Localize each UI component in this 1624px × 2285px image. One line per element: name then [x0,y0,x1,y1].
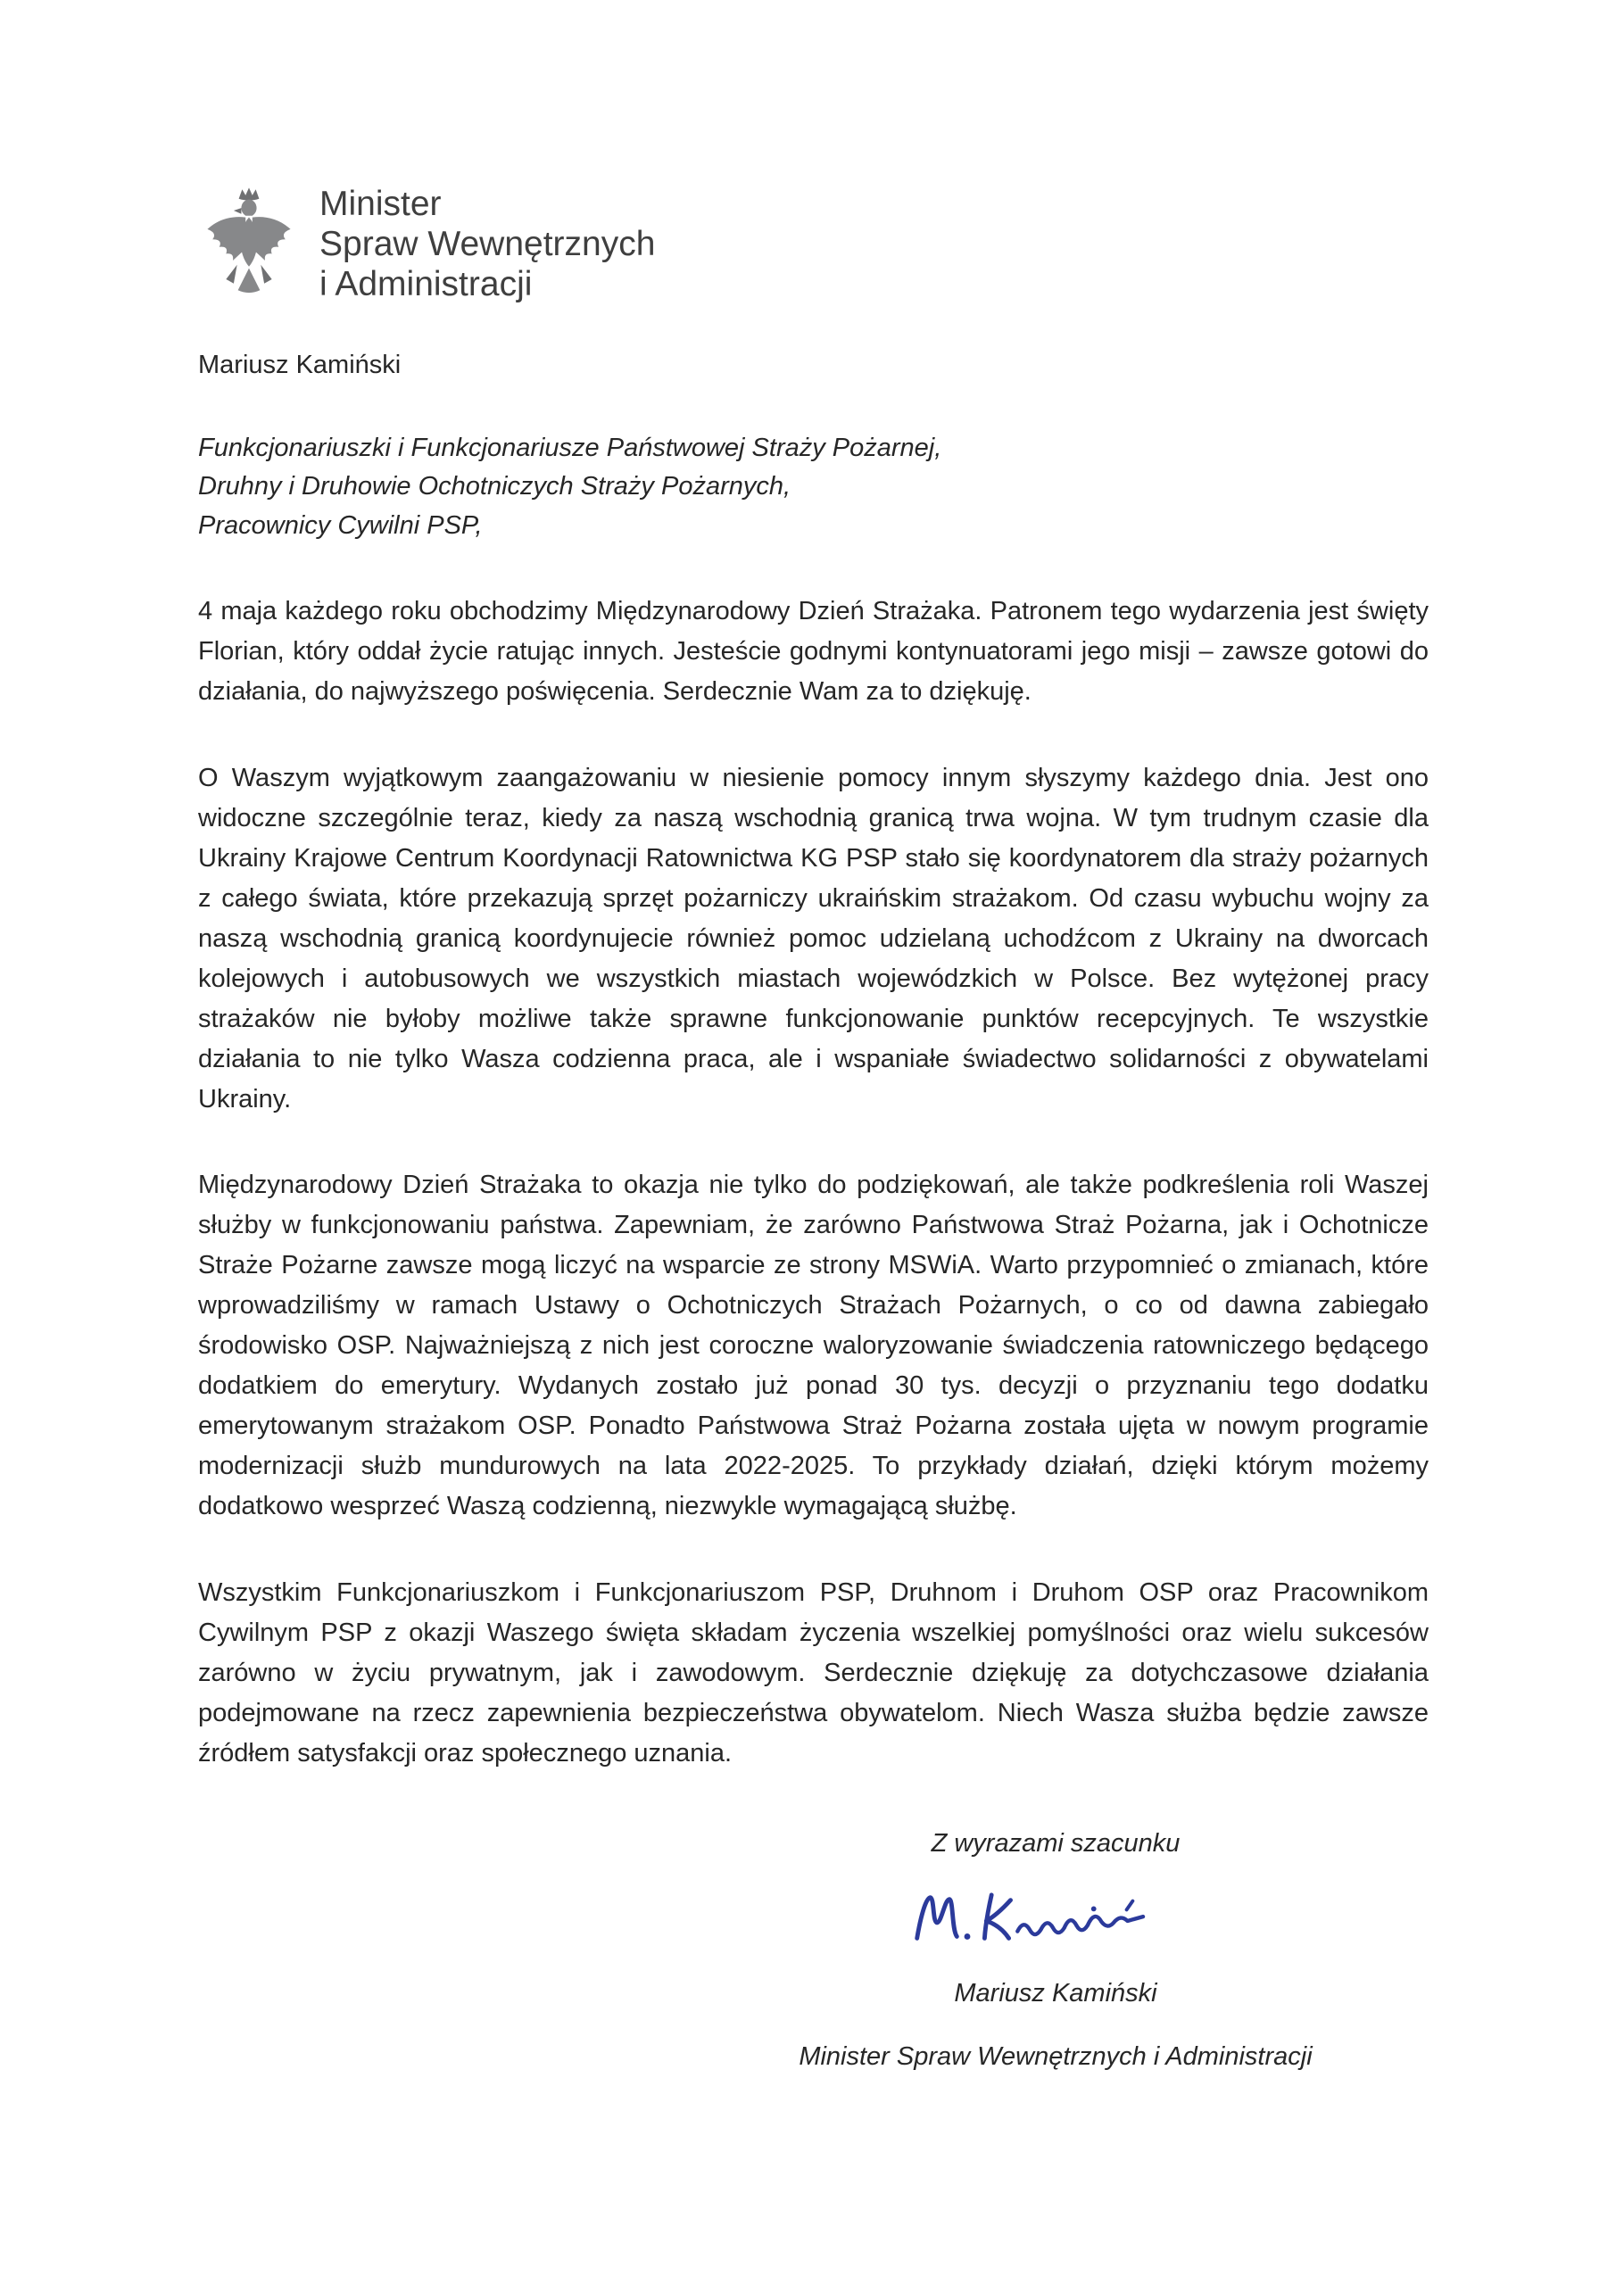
ministry-title-line-3: i Administracji [319,264,533,303]
paragraph-2: O Waszym wyjątkowym zaangażowaniu w niesienie pomocy innym słyszymy każdego dnia. Jest ono widoczne szczególnie teraz, kiedy za naszą wschodnią granicą trwa wojna. W tym trudnym czasie dla Ukrainy Krajowe Centrum Koordynacji Ratownictwa KG PSP stało się koordynatorem dla straży pożarnych z całego świata, które przekazują sprzęt pożarniczy ukraińskim strażakom. Od czasu wybuchu wojny za naszą wschodnią granicą koordynujecie również pomoc udzielaną uchodźcom z Ukrainy na dworcach kolejowych i autobusowych we wszystkich miastach wojewódzkich w Polsce. Bez wytężonej pracy strażaków nie byłoby możliwe także sprawne funkcjonowanie punktów recepcyjnych. Te wszystkie działania to nie tylko Wasza codzienna praca, ale i wspaniałe świadectwo solidarności z obywatelami Ukrainy. [198,764,1429,1114]
ministry-title-line-1: Minister [319,185,442,223]
salutation-line-2: Druhny i Druhowie Ochotniczych Straży Pożarnych, [198,472,791,501]
ministry-title [319,183,655,305]
sender-name: Mariusz Kamiński [198,351,402,379]
signer-title: Minister Spraw Wewnętrznych i Administracji [799,2041,1313,2071]
polish-eagle-emblem-icon [198,183,300,306]
closing-salute: Z wyrazami szacunku [931,1828,1181,1858]
handwritten-signature [654,1877,1457,1963]
ministry-title-line-2: Spraw Wewnętrznych [319,224,656,263]
paragraph-1: 4 maja każdego roku obchodzimy Międzynarodowy Dzień Strażaka. Patronem tego wydarzenia jest święty Florian, który oddał życie ratując innych. Jesteście godnymi kontynuatorami jego misji – zawsze gotowi do działania, do najwyższego poświęcenia. Serdecznie Wam za to dziękuję. [198,597,1429,707]
paragraph-4: Wszystkim Funkcjonariuszkom i Funkcjonariuszom PSP, Druhnom i Druhom OSP oraz Pracownikom Cywilnym PSP z okazji Waszego święta składam życzenia wszelkiej pomyślności oraz wielu sukcesów zarówno w życiu prywatnym, jak i zawodowym. Serdecznie dziękuję za dotychczasowe działania podejmowane na rzecz zapewnienia bezpieczeństwa obywatelom. Niech Wasza służba będzie zawsze źródłem satysfakcji oraz społecznego uznania. [198,1577,1429,1768]
closing-block [654,1826,1457,2075]
signer-name: Mariusz Kamiński [954,1979,1157,2008]
paragraph-3: Międzynarodowy Dzień Strażaka to okazja nie tylko do podziękowań, ale także podkreślenia roli Waszej służby w funkcjonowaniu państwa. Zapewniam, że zarówno Państwowa Straż Pożarna, jak i Ochotnicze Straże Pożarne zawsze mogą liczyć na wsparcie ze strony MSWiA. Warto przypomnieć o zmianach, które wprowadziliśmy w ramach Ustawy o Ochotniczych Strażach Pożarnych, o co od dawna zabiegało środowisko OSP. Najważniejszą z nich jest coroczne waloryzowanie świadczenia ratowniczego będącego dodatkiem do emerytury. Wydanych zostało już ponad 30 tys. decyzji o przyznaniu tego dodatku emerytowanym strażakom OSP. Ponadto Państwowa Straż Pożarna została ujęta w nowym programie modernizacji służb mundurowych na lata 2022-2025. To przykłady działań, dzięki którym możemy dodatkowo wesprzeć Waszą codzienną, niezwykle wymagającą służbę. [198,1171,1429,1520]
salutation-line-1: Funkcjonariuszki i Funkcjonariusze Państwowej Straży Pożarnej, [198,433,942,462]
salutation-line-3: Pracownicy Cywilni PSP, [198,510,483,540]
letterhead [198,183,1429,306]
salutation [198,429,1429,546]
